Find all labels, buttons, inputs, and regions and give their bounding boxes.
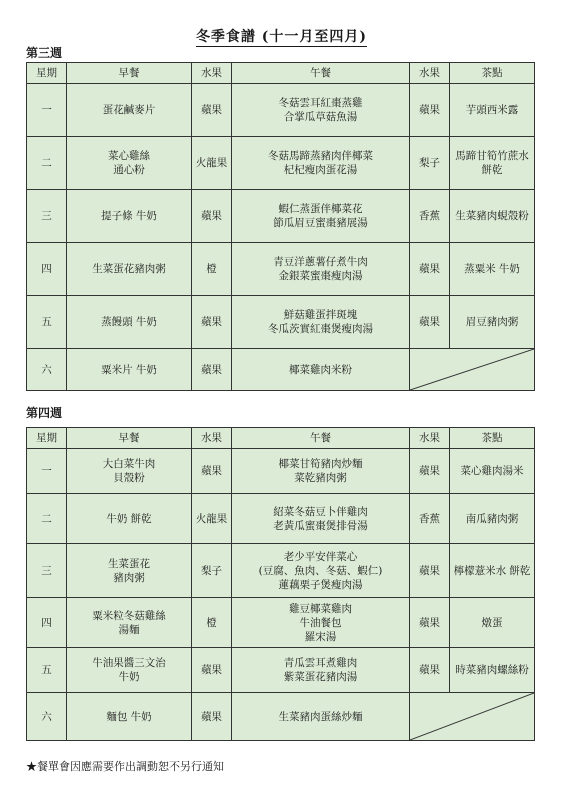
cell-line: 菜乾豬肉粥	[294, 472, 347, 484]
cell-line: 豬肉粥	[113, 571, 145, 584]
cell-line: 牛油餐包	[299, 616, 342, 629]
header-row	[27, 428, 535, 449]
day-cell: 五	[27, 296, 67, 349]
fruit-cell: 蘋果	[410, 449, 450, 494]
day-cell: 五	[27, 648, 67, 693]
cell-line: 菜心雞肉湯米	[460, 465, 524, 477]
footer-note: ★餐單會因應需要作出調動恕不另行通知	[26, 760, 224, 773]
cell-line: 菜心雞絲	[108, 150, 150, 162]
fruit-cell: 梨子	[410, 137, 450, 190]
menu-table-week-4	[26, 427, 535, 741]
column-header: 早餐	[67, 428, 192, 449]
cell-line: 紹菜冬菇豆卜伴雞肉	[273, 505, 368, 518]
cell-line: 青豆洋蔥薯仔煮牛肉	[273, 256, 368, 268]
cell-line: 老黃瓜蜜棗煲排骨湯	[273, 519, 368, 532]
table-row	[27, 494, 535, 544]
column-header: 午餐	[232, 428, 410, 449]
cell-line: 椰菜雞肉米粉	[289, 363, 352, 376]
table-row	[27, 349, 535, 391]
fruit-cell: 橙	[192, 598, 232, 648]
column-header: 水果	[192, 63, 232, 84]
fruit-cell: 蘋果	[192, 449, 232, 494]
empty-diagonal-cell	[410, 349, 535, 391]
table-row	[27, 84, 535, 137]
lunch-cell	[232, 494, 410, 544]
column-header: 茶點	[450, 428, 535, 449]
cell-line: 牛油果醬三文治	[92, 657, 166, 669]
cell-line: 眉豆豬肉粥	[465, 316, 519, 328]
lunch-cell	[232, 84, 410, 137]
cell-line: 湯麵	[118, 623, 140, 636]
page-title: 冬季食譜 (十一月至四月)	[195, 29, 368, 45]
breakfast-cell	[67, 243, 192, 296]
fruit-cell: 梨子	[192, 544, 232, 598]
breakfast-cell	[67, 648, 192, 693]
empty-diagonal-cell	[410, 693, 535, 741]
cell-line: 椰菜甘筍豬肉炒麵	[278, 458, 363, 470]
snack-cell	[450, 598, 535, 648]
fruit-cell: 蘋果	[192, 190, 232, 243]
fruit-cell: 火龍果	[192, 494, 232, 544]
fruit-cell: 蘋果	[192, 648, 232, 693]
cell-line: 節瓜眉豆蜜棗豬展湯	[273, 217, 368, 229]
cell-line: (豆腐、魚肉、冬菇、蝦仁)	[258, 564, 383, 577]
cell-line: 蒸饅頭 牛奶	[101, 316, 157, 328]
fruit-cell: 香蕉	[410, 190, 450, 243]
fruit-cell: 蘋果	[410, 296, 450, 349]
cell-line: 大白菜牛肉	[102, 458, 156, 470]
lunch-cell	[232, 243, 410, 296]
lunch-cell	[232, 137, 410, 190]
cell-line: 生菜豬肉蛋絲炒麵	[278, 710, 363, 723]
table-row	[27, 190, 535, 243]
fruit-cell: 蘋果	[192, 349, 232, 391]
lunch-cell	[232, 349, 410, 391]
day-cell: 一	[27, 84, 67, 137]
table-row	[27, 243, 535, 296]
day-cell: 一	[27, 449, 67, 494]
fruit-cell: 蘋果	[192, 693, 232, 741]
cell-line: 蛋花鹹麥片	[102, 104, 156, 116]
cell-line: 羅宋湯	[304, 630, 337, 643]
lunch-cell	[232, 296, 410, 349]
cell-line: 蒸粟米 牛奶	[464, 263, 520, 275]
breakfast-cell	[67, 494, 192, 544]
day-cell: 二	[27, 494, 67, 544]
column-header: 星期	[27, 428, 67, 449]
snack-cell	[450, 190, 535, 243]
cell-line: 生菜蛋花	[108, 557, 150, 570]
cell-line: 老少平安伴菜心	[283, 550, 358, 563]
fruit-cell: 蘋果	[192, 296, 232, 349]
cell-line: 冬菇雲耳紅棗蒸雞	[278, 97, 363, 109]
cell-line: 粟米粒冬菇雞絲	[92, 609, 166, 622]
fruit-cell: 火龍果	[192, 137, 232, 190]
cell-line: 生菜豬肉蜆殼粉	[455, 210, 529, 222]
breakfast-cell	[67, 449, 192, 494]
cell-line: 合掌瓜草菇魚湯	[283, 111, 358, 123]
table-row	[27, 544, 535, 598]
column-header: 星期	[27, 63, 67, 84]
fruit-cell: 蘋果	[410, 84, 450, 137]
week-label: 第三週	[26, 46, 63, 60]
cell-line: 餅乾	[481, 164, 503, 176]
day-cell: 六	[27, 693, 67, 741]
fruit-cell: 蘋果	[410, 243, 450, 296]
cell-line: 生菜蛋花豬肉粥	[92, 263, 166, 275]
day-cell: 二	[27, 137, 67, 190]
snack-cell	[450, 296, 535, 349]
cell-line: 鮮菇雞蛋拌斑塊	[283, 309, 358, 321]
table-row	[27, 693, 535, 741]
fruit-cell: 香蕉	[410, 494, 450, 544]
cell-line: 青瓜雲耳煮雞肉	[283, 657, 358, 669]
day-cell: 六	[27, 349, 67, 391]
column-header: 午餐	[232, 63, 410, 84]
diagonal-line	[410, 693, 534, 740]
cell-line: 杞杞瘦肉蛋花湯	[283, 164, 358, 176]
breakfast-cell	[67, 296, 192, 349]
day-cell: 四	[27, 598, 67, 648]
cell-line: 檸檬薏米水 餅乾	[453, 564, 531, 577]
week-label: 第四週	[26, 406, 63, 420]
menu-table-week-3	[26, 62, 535, 391]
table-row	[27, 648, 535, 693]
snack-cell	[450, 84, 535, 137]
cell-line: 時菜豬肉螺絲粉	[455, 664, 529, 676]
snack-cell	[450, 137, 535, 190]
fruit-cell: 蘋果	[410, 648, 450, 693]
column-header: 水果	[192, 428, 232, 449]
fruit-cell: 蘋果	[410, 598, 450, 648]
cell-line: 貝殼粉	[113, 472, 145, 484]
lunch-cell	[232, 190, 410, 243]
cell-line: 通心粉	[113, 164, 145, 176]
lunch-cell	[232, 449, 410, 494]
snack-cell	[450, 648, 535, 693]
column-header: 早餐	[67, 63, 192, 84]
fruit-cell: 橙	[192, 243, 232, 296]
cell-line: 牛奶 餅乾	[106, 512, 152, 525]
cell-line: 蓮藕栗子煲瘦肉湯	[278, 578, 363, 591]
cell-line: 燉蛋	[481, 616, 503, 629]
breakfast-cell	[67, 693, 192, 741]
cell-line: 雞豆椰菜雞肉	[289, 602, 352, 615]
snack-cell	[450, 449, 535, 494]
header-row	[27, 63, 535, 84]
breakfast-cell	[67, 349, 192, 391]
snack-cell	[450, 494, 535, 544]
table-row	[27, 137, 535, 190]
table-row	[27, 598, 535, 648]
column-header: 水果	[410, 63, 450, 84]
column-header: 水果	[410, 428, 450, 449]
cell-line: 粟米片 牛奶	[101, 363, 157, 376]
breakfast-cell	[67, 544, 192, 598]
diagonal-line	[410, 349, 534, 390]
table-row	[27, 449, 535, 494]
breakfast-cell	[67, 84, 192, 137]
cell-line: 冬瓜茨實紅棗煲瘦肉湯	[268, 323, 373, 335]
day-cell: 三	[27, 190, 67, 243]
cell-line: 芋頭西米露	[465, 104, 519, 116]
lunch-cell	[232, 544, 410, 598]
cell-line: 牛奶	[118, 671, 140, 683]
lunch-cell	[232, 648, 410, 693]
lunch-cell	[232, 598, 410, 648]
cell-line: 冬菇馬蹄蒸豬肉伴椰菜	[268, 150, 373, 162]
column-header: 茶點	[450, 63, 535, 84]
cell-line: 蝦仁蒸蛋伴椰菜花	[278, 203, 363, 215]
fruit-cell: 蘋果	[410, 544, 450, 598]
snack-cell	[450, 544, 535, 598]
cell-line: 麵包 牛奶	[106, 710, 152, 723]
day-cell: 四	[27, 243, 67, 296]
snack-cell	[450, 243, 535, 296]
lunch-cell	[232, 693, 410, 741]
fruit-cell: 蘋果	[192, 84, 232, 137]
cell-line: 金銀菜蜜棗瘦肉湯	[278, 270, 363, 282]
breakfast-cell	[67, 137, 192, 190]
cell-line: 南瓜豬肉粥	[465, 512, 519, 525]
breakfast-cell	[67, 598, 192, 648]
cell-line: 紫菜蛋花豬肉湯	[283, 671, 358, 683]
day-cell: 三	[27, 544, 67, 598]
breakfast-cell	[67, 190, 192, 243]
table-row	[27, 296, 535, 349]
cell-line: 提子條 牛奶	[101, 210, 157, 222]
cell-line: 馬蹄甘筍竹蔗水	[455, 150, 529, 162]
